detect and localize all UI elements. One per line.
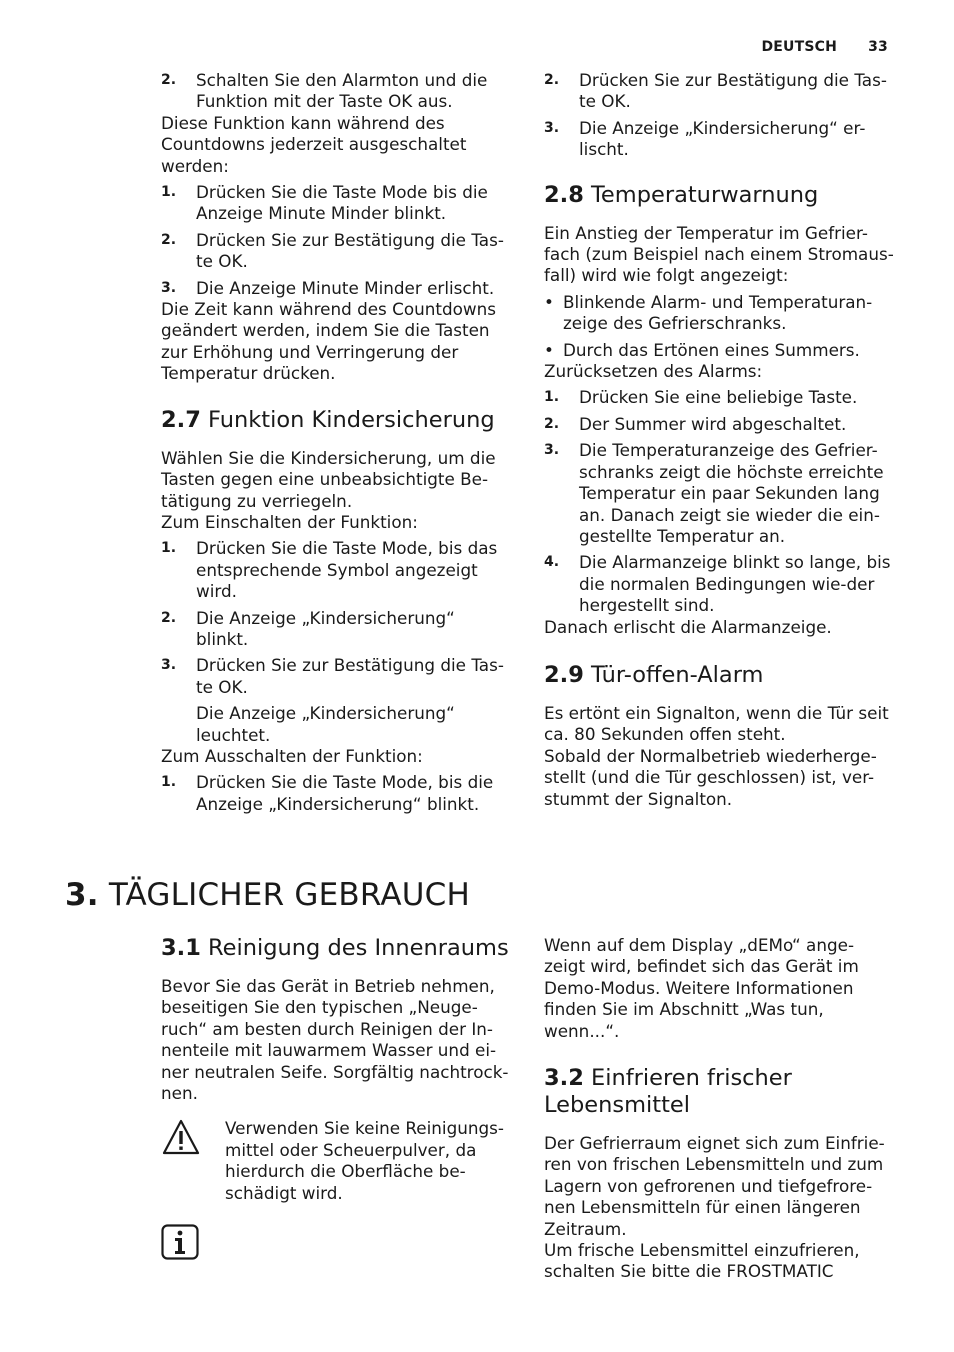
numbered-list	[161, 538, 511, 698]
info-icon	[161, 1224, 511, 1265]
list-item: 4. Die Alarmanzeige blinkt so lange, bis die normalen Bedingungen wie-der hergestellt sind.	[544, 552, 891, 616]
list-item: 3. Die Temperaturanzeige des Gefrier-schranks zeigt die höchste erreichte Temperatur ein paar Sekunden lang an. Danach zeigt sie wieder die ein-gestellte Temperatur an.	[544, 440, 884, 546]
list-item: 1. Drücken Sie die Taste Mode, bis das entsprechende Symbol angezeigt wird.	[161, 538, 498, 602]
warning-triangle-icon	[161, 1118, 225, 1204]
list-item: 2. Der Summer wird abgeschaltet.	[544, 413, 847, 434]
section-heading-3-2: 3.2 Einfrieren frischer Lebensmittel	[544, 1065, 792, 1119]
paragraph: Der Gefrierraum eignet sich zum Einfrie-ren von frischen Lebensmitteln und zum Lagern von gefrorenen und tiefgefrore-nen Lebensmitteln für einen längeren Zeitraum.	[544, 1133, 885, 1239]
paragraph: Die Zeit kann während des Countdowns geändert werden, indem Sie die Tasten zur Erhöhung und Verringerung der Temperatur drücken.	[161, 299, 496, 384]
paragraph: Diese Funktion kann während des Countdowns jederzeit ausgeschaltet werden:	[161, 112, 467, 176]
numbered-list	[544, 387, 894, 616]
list-item: 3. Die Anzeige Minute Minder erlischt.	[161, 277, 495, 298]
list-item: 1. Drücken Sie die Taste Mode bis die Anzeige Minute Minder blinkt.	[161, 182, 488, 224]
paragraph: Sobald der Normalbetrieb wiederherge-stellt (und die Tür geschlossen) ist, ver-stummt der Signalton.	[544, 745, 877, 809]
warning-note	[161, 1118, 511, 1204]
list-item: 3. Drücken Sie zur Bestätigung die Tas-te OK.	[161, 655, 504, 697]
section-heading-2-7: 2.7 Funktion Kindersicherung	[161, 406, 495, 433]
left-column-bottom	[161, 935, 511, 1265]
header-language: DEUTSCH	[761, 39, 838, 55]
list-item: 1. Drücken Sie die Taste Mode, bis die Anzeige „Kindersicherung“ blinkt.	[161, 772, 494, 814]
section-heading-2-9: 2.9 Tür-offen-Alarm	[544, 661, 764, 688]
bullet-list	[544, 292, 894, 361]
paragraph: Danach erlischt die Alarmanzeige.	[544, 616, 832, 637]
numbered-list	[544, 70, 894, 161]
list-item: 2. Schalten Sie den Alarmton und die Funktion mit der Taste OK aus.	[161, 70, 488, 112]
list-item: 2. Die Anzeige „Kindersicherung“ blinkt.	[161, 607, 455, 649]
numbered-list	[161, 772, 511, 815]
paragraph: Um frische Lebensmittel einzufrieren, schalten Sie bitte die FROSTMATIC	[544, 1240, 860, 1282]
list-item: 3. Die Anzeige „Kindersicherung“ er-lischt.	[544, 117, 866, 160]
paragraph: Bevor Sie das Gerät in Betrieb nehmen, beseitigen Sie den typischen „Neuge-ruch“ am besten durch Reinigen der In-nenteile mit lauwarmem Wasser und ei-ner neutralen Seife. Sorgfältig nachtrock-nen.	[161, 976, 509, 1104]
paragraph: Zum Einschalten der Funktion:	[161, 511, 418, 532]
numbered-list	[161, 182, 511, 299]
page-number: 33	[868, 39, 888, 55]
page-header	[761, 39, 888, 55]
list-subtext: Die Anzeige „Kindersicherung“ leuchtet.	[196, 703, 455, 745]
paragraph: Es ertönt ein Signalton, wenn die Tür seit ca. 80 Sekunden offen steht.	[544, 702, 889, 745]
paragraph: Zurücksetzen des Alarms:	[544, 361, 763, 382]
section-heading-3-1: 3.1 Reinigung des Innenraums	[161, 935, 509, 961]
paragraph: Zum Ausschalten der Funktion:	[161, 745, 423, 766]
right-column-bottom	[544, 935, 894, 1283]
numbered-list	[161, 70, 511, 113]
list-item: 1. Drücken Sie eine beliebige Taste.	[544, 387, 858, 408]
list-item: • Blinkende Alarm- und Temperaturan-zeige des Gefrierschranks.	[544, 291, 873, 334]
paragraph: Ein Anstieg der Temperatur im Gefrier-fach (zum Beispiel nach einem Stromaus-fall) wird wie folgt angezeigt:	[544, 222, 894, 286]
list-item: 2. Drücken Sie zur Bestätigung die Tas-te OK.	[161, 229, 504, 272]
warning-text: Verwenden Sie keine Reinigungs-mittel oder Scheuerpulver, da hierdurch die Oberfläche be-schädigt wird.	[225, 1118, 504, 1203]
left-column-top	[161, 70, 511, 820]
right-column-top	[544, 70, 894, 810]
chapter-heading: 3. TÄGLICHER GEBRAUCH	[65, 877, 470, 913]
list-item: • Durch das Ertönen eines Summers.	[544, 339, 860, 360]
section-heading-2-8: 2.8 Temperaturwarnung	[544, 181, 819, 208]
list-item: 2. Drücken Sie zur Bestätigung die Tas-te OK.	[544, 70, 887, 112]
paragraph: Wenn auf dem Display „dEMo“ ange-zeigt wird, befindet sich das Gerät im Demo-Modus. Weitere Informationen finden Sie im Abschnitt „Was tun, wenn...“.	[544, 935, 859, 1041]
paragraph: Wählen Sie die Kindersicherung, um die Tasten gegen eine unbeabsichtigte Be-tätigung zu verriegeln.	[161, 447, 496, 511]
